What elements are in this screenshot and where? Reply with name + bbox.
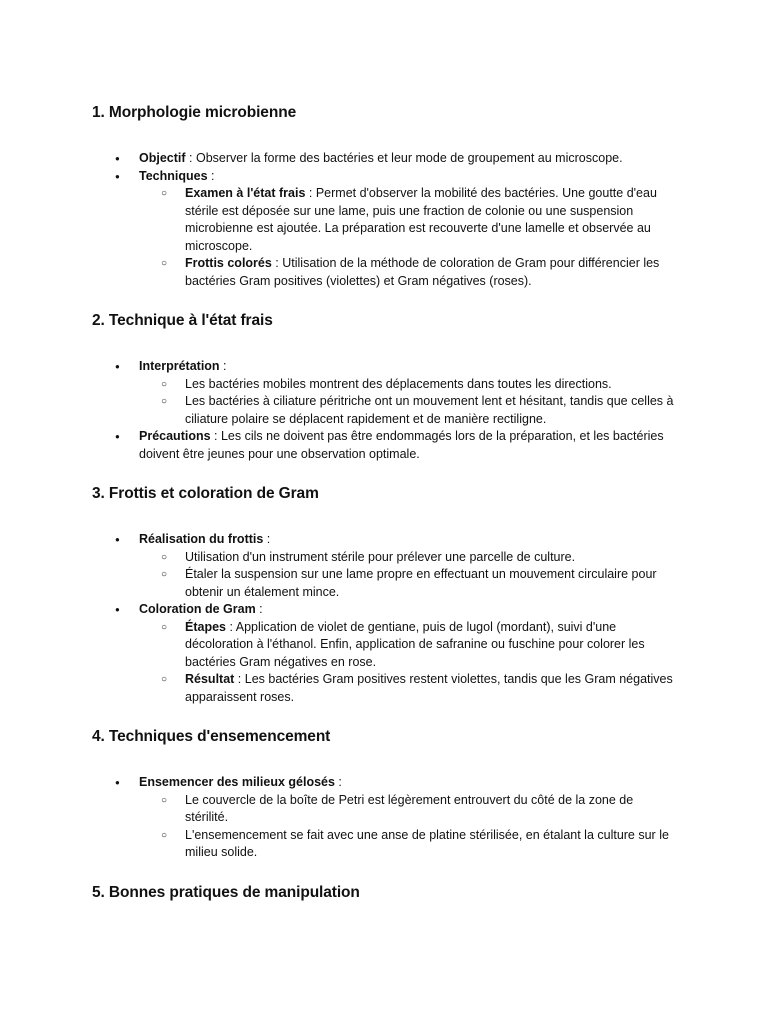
sub-list-item — [185, 549, 676, 567]
list-item — [139, 150, 676, 168]
bullet-list — [92, 150, 676, 290]
sub-bullet-list — [139, 619, 676, 707]
item-text: : — [255, 602, 263, 616]
list-item — [139, 168, 676, 291]
sub-list-item — [185, 792, 676, 827]
sub-list-item — [185, 393, 676, 428]
item-text: : — [263, 532, 271, 546]
bullet-list — [92, 531, 676, 706]
item-label: Précautions — [139, 429, 211, 443]
section-heading: 5. Bonnes pratiques de manipulation — [92, 883, 360, 901]
list-item — [139, 531, 676, 601]
item-label: Techniques — [139, 168, 208, 183]
sub-item-text: Le couvercle de la boîte de Petri est légèrement entrouvert du côté de la zone de stérilité. — [185, 792, 634, 824]
list-item — [139, 358, 676, 428]
item-label: Réalisation du frottis — [139, 532, 264, 546]
sub-item-text: Étaler la suspension sur une lame propre en effectuant un mouvement circulaire pour obtenir un étalement mince. — [185, 567, 657, 599]
item-label: Ensemencer des milieux gélosés — [139, 775, 335, 789]
sub-item-text: Les bactéries mobiles montrent des déplacements dans toutes les directions. — [185, 376, 612, 391]
sub-item-text: : Permet d'observer la mobilité des bactéries. Une goutte d'eau stérile est déposée sur une lame, puis une fraction de colonie ou une suspension microbienne est ajoutée. La préparation est recouverte d'une lamelle et observée au microscope. — [185, 186, 657, 253]
item-text: : — [219, 359, 227, 373]
item-label: Objectif — [139, 151, 186, 165]
item-text: : Les cils ne doivent pas être endommagés lors de la préparation, et les bactéries doivent être jeunes pour une observation optimale. — [139, 429, 664, 461]
sub-item-text: : Application de violet de gentiane, puis de lugol (mordant), suivi d'une décoloration à l'éthanol. Enfin, application de safranine ou fuschine pour colorer les bactéries Gram négatives en rose. — [185, 619, 645, 669]
sub-item-label: Examen à l'état frais — [185, 186, 306, 200]
item-text: : — [207, 168, 215, 183]
sub-bullet-list — [139, 185, 676, 290]
sub-list-item — [185, 566, 676, 601]
sub-list-item — [185, 827, 676, 862]
sub-bullet-list — [139, 549, 676, 602]
sub-list-item — [185, 185, 676, 255]
sub-item-text: : Utilisation de la méthode de coloration de Gram pour différencier les bactéries Gram positives (violettes) et Gram négatives (roses). — [185, 256, 660, 288]
item-text: : Observer la forme des bactéries et leur mode de groupement au microscope. — [185, 151, 623, 165]
item-text: : — [334, 775, 342, 789]
sub-item-text: Les bactéries à ciliature péritriche ont un mouvement lent et hésitant, tandis que celles à ciliature polaire se déplacent rapidement et de manière rectiligne. — [185, 394, 674, 426]
sub-bullet-list — [139, 792, 676, 862]
sub-item-text: L'ensemencement se fait avec une anse de platine stérilisée, en étalant la culture sur le milieu solide. — [185, 827, 669, 859]
bullet-list — [92, 358, 676, 463]
section-heading: 2. Technique à l'état frais — [92, 312, 273, 329]
sub-item-label: Frottis colorés — [185, 256, 272, 270]
list-item — [139, 428, 676, 463]
section-heading: 1. Morphologie microbienne — [92, 104, 297, 121]
sub-list-item — [185, 255, 676, 290]
list-item — [139, 774, 676, 862]
sub-item-text: : Les bactéries Gram positives restent violettes, tandis que les Gram négatives apparaissent roses. — [185, 672, 673, 704]
section-heading: 3. Frottis et coloration de Gram — [92, 485, 319, 502]
section-heading: 4. Techniques d'ensemencement — [92, 728, 331, 745]
list-item — [139, 601, 676, 706]
sub-list-item — [185, 376, 676, 394]
sub-item-label: Résultat — [185, 672, 235, 686]
sub-list-item — [185, 619, 676, 672]
sub-list-item — [185, 671, 676, 706]
sub-item-label: Étapes — [185, 619, 226, 634]
item-label: Interprétation — [139, 359, 220, 373]
item-label: Coloration de Gram — [139, 602, 256, 616]
sub-item-text: Utilisation d'un instrument stérile pour prélever une parcelle de culture. — [185, 549, 576, 564]
bullet-list — [92, 774, 676, 862]
sub-bullet-list — [139, 376, 676, 429]
